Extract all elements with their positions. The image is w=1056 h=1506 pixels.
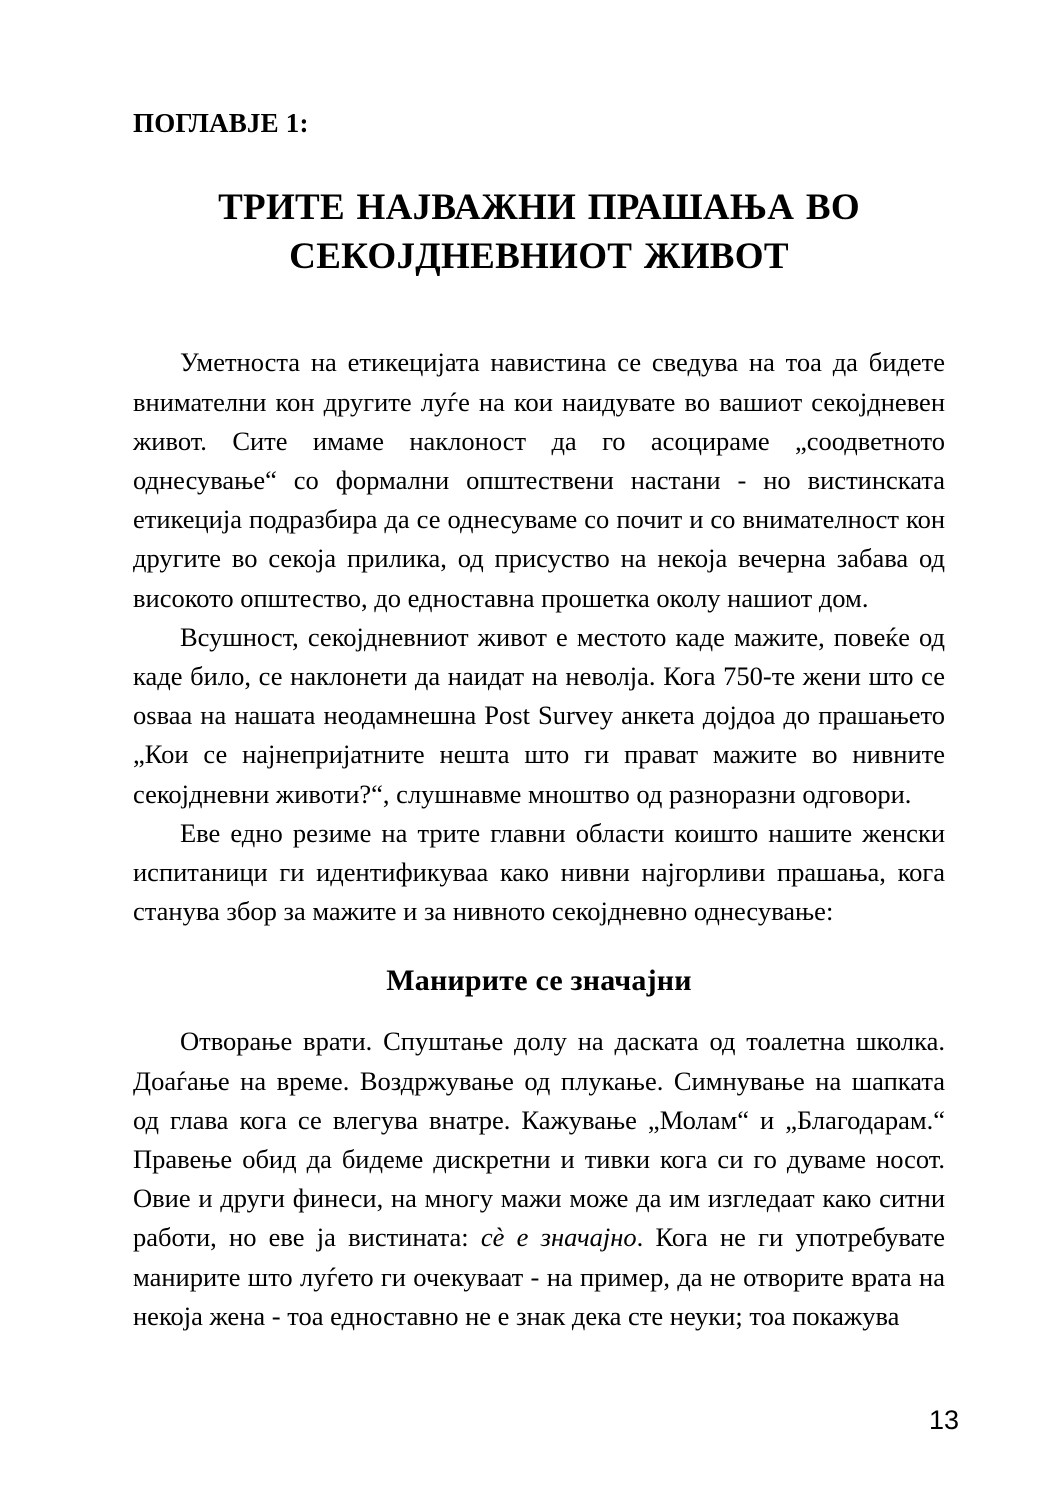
body-text-block	[133, 281, 945, 931]
section-paragraph-1	[133, 1022, 945, 1336]
section-paragraph-1-part-1: Отворање врати. Спуштање долу на даската од тоалетна школка. Доаѓање на време. Воздржување од плукање. Симнување на шапката од глава кога се влегува внатре. Кажување „Молам“ и „Благодарам.“ Правење обид да бидеме дискретни и тивки кога си го дуваме носот. Овие и други финеси, на многу мажи може да им изгледаат како ситни работи, но еве ја вистината:	[133, 1026, 945, 1253]
chapter-title-line-2: СЕКОЈДНЕВНИОТ ЖИВОТ	[289, 236, 789, 278]
chapter-title	[133, 137, 945, 281]
body-paragraph-3: Еве едно резиме на трите главни области коишто нашите женски испитаници ги идентификуваа како нивни најгорливи прашања, кога станува збор за мажите и за нивното секојдневно однесување:	[133, 817, 945, 927]
body-paragraph-1: Уметноста на етикецијата навистина се сведува на тоа да бидете внимателни кон другите луѓе на кои наидувате во вашиот секојдневен живот. Сите имаме наклоност да го асоцираме „соодветното однесување“ со формални општествени настани - но вистинската етикеција подразбира да се однесуваме со почит и со внимателност кон другите во секоја прилика, од присуство на некоја вечерна забава од високото општество, до едноставна прошетка околу нашиот дом.	[133, 347, 945, 613]
chapter-label: ПОГЛАВЈЕ 1:	[133, 108, 309, 138]
section-paragraph-1-part-2: . Кога не ги употребувате манирите што луѓето ги очекуваат - на пример, да не отворите врата на некоја жена - тоа едноставно не е знак дека сте неуки; тоа покажува	[133, 1222, 945, 1331]
chapter-title-line-1: ТРИТЕ НАЈВАЖНИ ПРАШАЊА ВО	[218, 187, 860, 228]
section-heading-manners: Манирите се значајни	[386, 964, 692, 998]
section-paragraph-1-emphasis: сѐ е значајно	[480, 1222, 637, 1253]
body-paragraph-2: Всушност, секојдневниот живот е местото каде мажите, повеќе од каде било, се наклонети да наидат на неволја. Кога 750-те жени што се osваа на нашата неодамнешна Post Survey анкета дојдоа до прашањето „Кои се најнепријатните нешта што ги прават мажите во нивните секојдневни животи?“, слушнавме мноштво од разноразни одговори.	[133, 621, 945, 809]
page-content	[133, 0, 945, 1336]
page-number: 13	[928, 1405, 959, 1435]
